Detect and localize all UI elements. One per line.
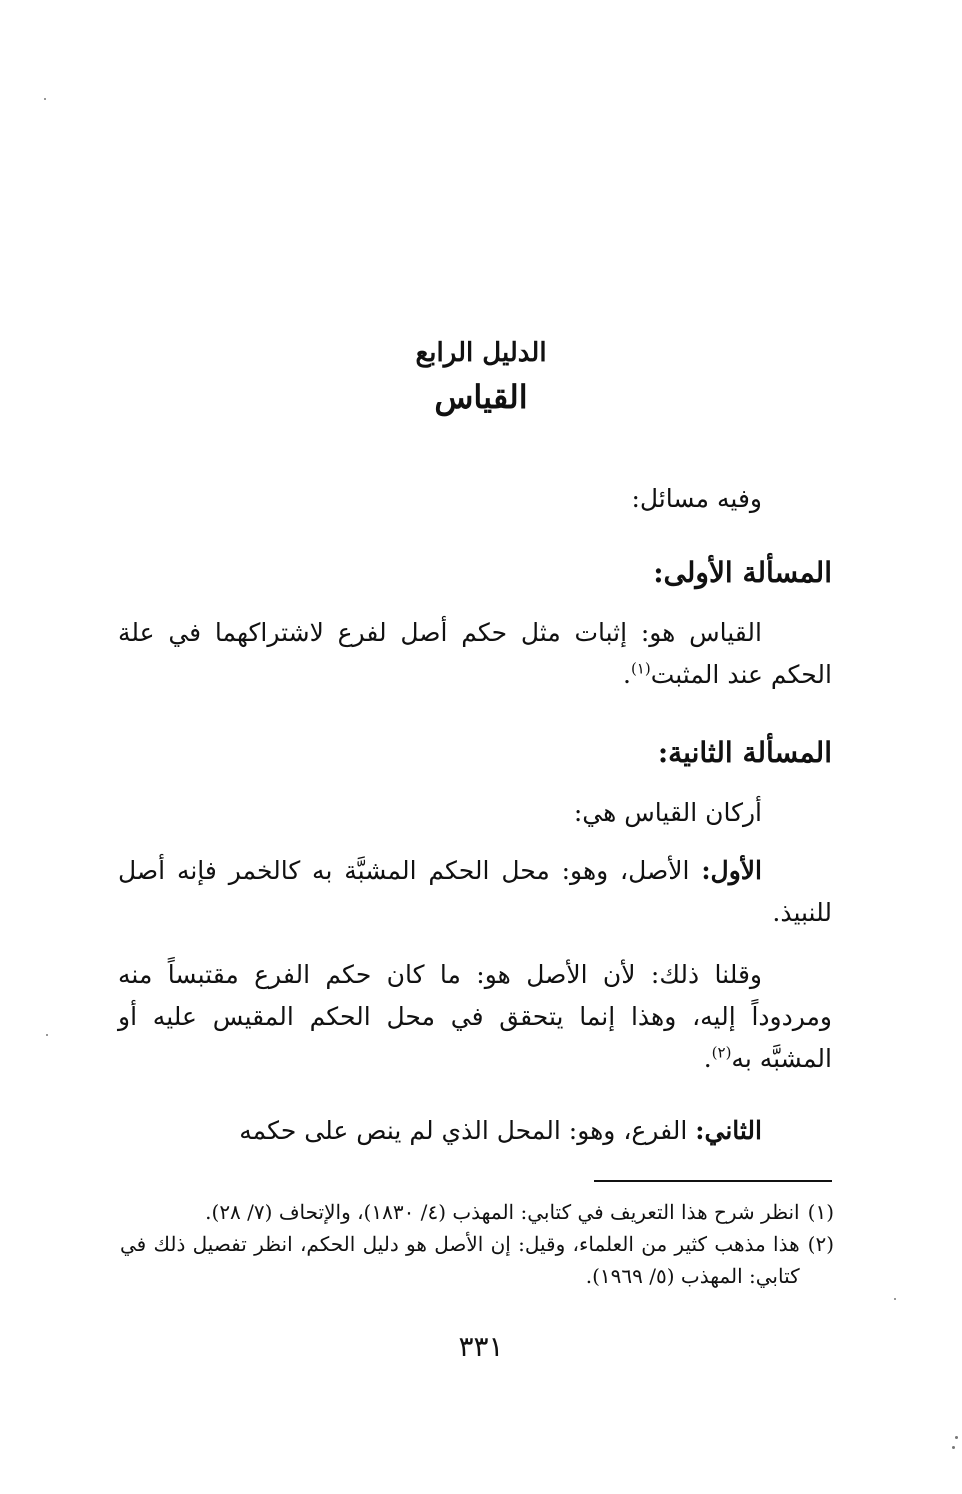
intro-line: وفيه مسائل:: [631, 484, 762, 513]
footnote-2: [120, 1228, 834, 1292]
scan-speck: [46, 1034, 48, 1036]
footnote-1: [120, 1196, 834, 1228]
footnote-divider: [594, 1180, 832, 1182]
section-2-heading: المسألة الثانية:: [657, 736, 832, 769]
footnote-ref-2[interactable]: (٢): [711, 1043, 732, 1062]
footnote-2-text: هذا مذهب كثير من العلماء، وقيل: إن الأصل هو دليل الحكم، انظر تفصيل ذلك في كتابي: المهذب (٥/ ١٩٦٩).: [120, 1232, 800, 1288]
first-pillar-text: الأصل، وهو: محل الحكم المشبَّة به كالخمر فإنه أصل للنبيذ.: [118, 856, 832, 927]
footnotes: [120, 1196, 834, 1292]
footnote-ref-1[interactable]: (١): [630, 659, 651, 678]
second-pillar-lead: الثاني:: [695, 1116, 762, 1145]
footnote-2-number: (٢): [807, 1232, 834, 1256]
scan-speck: [44, 98, 46, 100]
paragraph-reason: [118, 954, 832, 1080]
paragraph-first-pillar: [118, 850, 832, 934]
footnote-1-text: انظر شرح هذا التعريف في كتابي: المهذب (٤/ ١٨٣٠)، والإتحاف (٧/ ٢٨).: [205, 1200, 800, 1224]
chapter-label: الدليل الرابع: [415, 338, 547, 368]
scan-speck: [894, 1298, 896, 1300]
reason-text: وقلنا ذلك: لأن الأصل هو: ما كان حكم الفرع مقتبساً منه ومردوداً إليه، وهذا إنما يتحقق في محل الحكم المقيس عليه أو المشبَّه به: [118, 960, 832, 1073]
section-1-end: .: [622, 660, 631, 689]
first-pillar-lead: الأول:: [701, 856, 762, 885]
section-1-heading: المسألة الأولى:: [653, 556, 832, 589]
scan-speck: [955, 1436, 958, 1439]
paragraph-second-pillar: [118, 1110, 832, 1152]
section-1-text: القياس هو: إثبات مثل حكم أصل لفرع لاشتراكهما في علة الحكم عند المثبت: [118, 618, 832, 689]
footnote-1-number: (١): [807, 1200, 834, 1224]
page-number: ٣٣١: [458, 1330, 504, 1363]
second-pillar-text: الفرع، وهو: المحل الذي لم ينص على حكمه: [239, 1116, 696, 1145]
reason-end: .: [703, 1044, 712, 1073]
section-1-paragraph: [118, 612, 832, 696]
section-2-intro: أركان القياس هي:: [573, 798, 762, 827]
chapter-title: القياس: [434, 378, 528, 416]
scan-speck: [952, 1446, 955, 1449]
